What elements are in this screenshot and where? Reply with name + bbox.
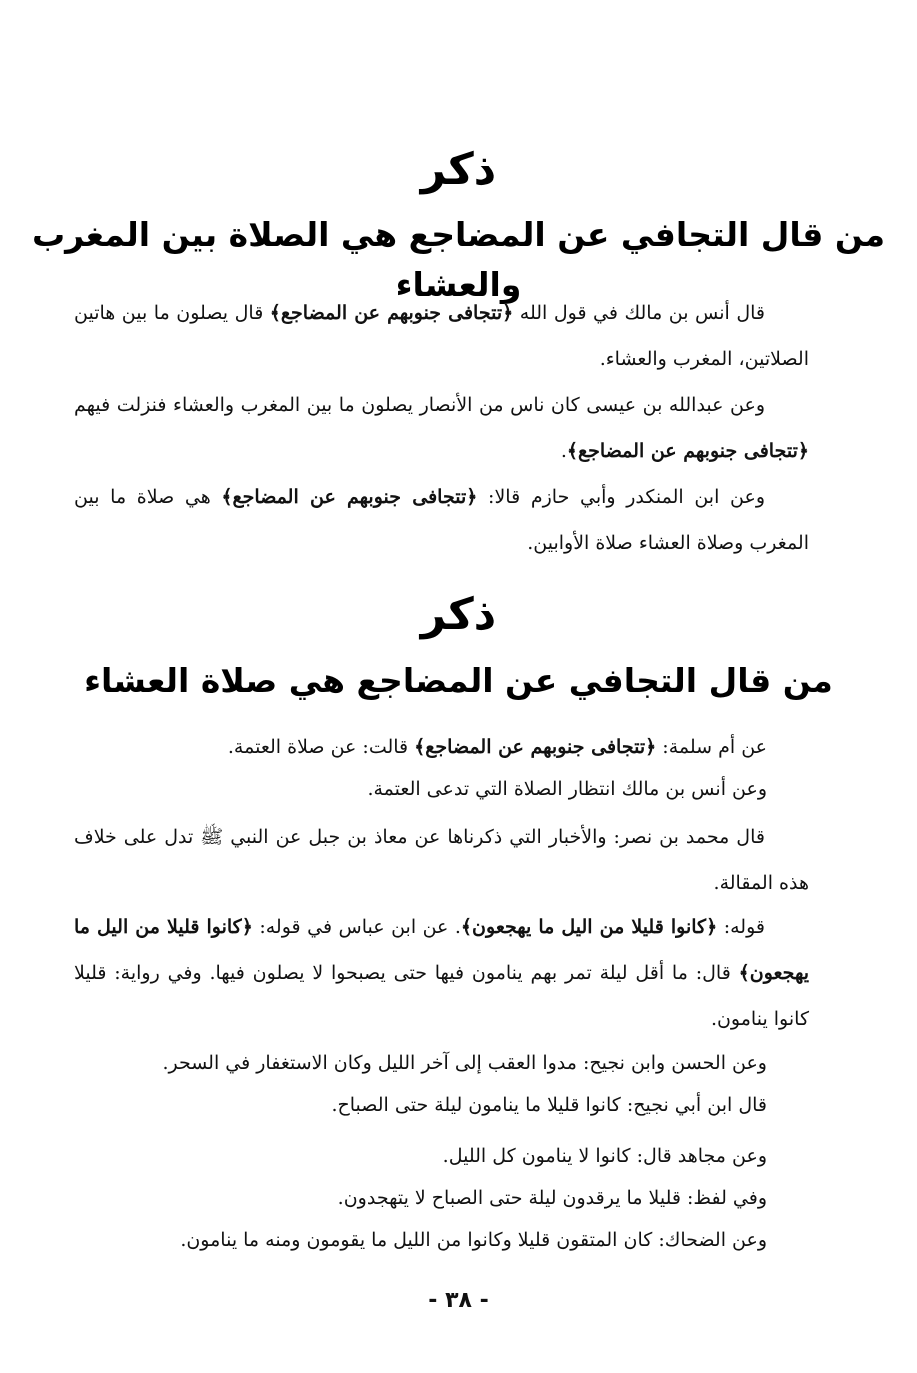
paragraph-muhammad-ibn-nasr (74, 814, 809, 906)
paragraph-text: . (560, 440, 567, 462)
paragraph-mujahid (77, 1133, 767, 1179)
paragraph-text: قوله: (717, 916, 765, 938)
paragraph-text: وعن ابن المنكدر وأبي حازم قالا: (477, 486, 766, 508)
paragraph-umm-salama (77, 724, 767, 770)
quran-quote: ﴿كانوا قليلا من اليل ما يهجعون﴾ (460, 916, 718, 938)
section-title-dhikr-2: ذكر (420, 589, 497, 640)
paragraph-text: وفي لفظ: قليلا ما يرقدون ليلة حتى الصباح لا يتهجدون. (337, 1187, 767, 1209)
paragraph-text: وعن الضحاك: كان المتقون قليلا وكانوا من الليل ما يقومون ومنه ما ينامون. (180, 1229, 767, 1251)
paragraph-text: وعن الحسن وابن نجيح: مدوا العقب إلى آخر الليل وكان الاستغفار في السحر. (162, 1052, 767, 1074)
paragraph-text: قال ابن أبي نجيح: كانوا قليلا ما ينامون ليلة حتى الصباح. (331, 1094, 767, 1116)
paragraph-anas-atama (77, 766, 767, 812)
paragraph-text: قال محمد بن نصر: والأخبار التي ذكرناها عن معاذ بن جبل عن النبي ﷺ تدل على خلاف هذه المقالة. (74, 826, 809, 894)
paragraph-text: عن أم سلمة: (656, 736, 767, 758)
paragraph-anas-ibn-malik (74, 290, 809, 382)
paragraph-text: قال: ما أقل ليلة تمر بهم ينامون فيها حتى يصبحوا لا يصلون فيها. وفي رواية: قليلا كانوا ينامون. (74, 962, 809, 1030)
paragraph-qawluhu (74, 904, 809, 1042)
paragraph-ibn-al-munkadir (74, 474, 809, 566)
quran-quote: ﴿تتجافى جنوبهم عن المضاجع﴾ (414, 736, 657, 758)
quran-quote: ﴿تتجافى جنوبهم عن المضاجع﴾ (566, 440, 809, 462)
paragraph-dahhak (77, 1217, 767, 1263)
quran-quote: ﴿تتجافى جنوبهم عن المضاجع﴾ (269, 302, 514, 324)
paragraph-text: . عن ابن عباس في قوله: (252, 916, 461, 938)
paragraph-abdullah-ibn-isa (74, 382, 809, 474)
paragraph-text: وعن مجاهد قال: كانوا لا ينامون كل الليل. (442, 1145, 767, 1167)
section-subtitle-isha: من قال التجافي عن المضاجع هي صلاة العشاء (84, 661, 833, 700)
quran-quote: ﴿كانوا قليلا من اليل ما يهجعون﴾ (74, 916, 809, 984)
paragraph-hasan (77, 1040, 767, 1086)
page-number: - ٣٨ - (428, 1288, 489, 1313)
paragraph-text: قال أنس بن مالك في قول الله (513, 302, 765, 324)
paragraph-text: وعن أنس بن مالك انتظار الصلاة التي تدعى العتمة. (367, 778, 767, 800)
paragraph-text: هي صلاة ما بين المغرب وصلاة العشاء صلاة الأوابين. (74, 486, 809, 554)
paragraph-fi-lafz (77, 1175, 767, 1221)
paragraph-text: وعن عبدالله بن عيسى كان ناس من الأنصار يصلون ما بين المغرب والعشاء فنزلت فيهم (74, 394, 765, 416)
paragraph-ibn-abi-najih (77, 1082, 767, 1128)
paragraph-text: قال يصلون ما بين هاتين الصلاتين، المغرب والعشاء. (74, 302, 809, 370)
section-subtitle-maghrib-isha: من قال التجافي عن المضاجع هي الصلاة بين المغرب والعشاء (31, 215, 886, 304)
paragraph-text: قالت: عن صلاة العتمة. (227, 736, 415, 758)
quran-quote: ﴿تتجافى جنوبهم عن المضاجع﴾ (221, 486, 478, 508)
section-title-dhikr-1: ذكر (420, 144, 497, 195)
